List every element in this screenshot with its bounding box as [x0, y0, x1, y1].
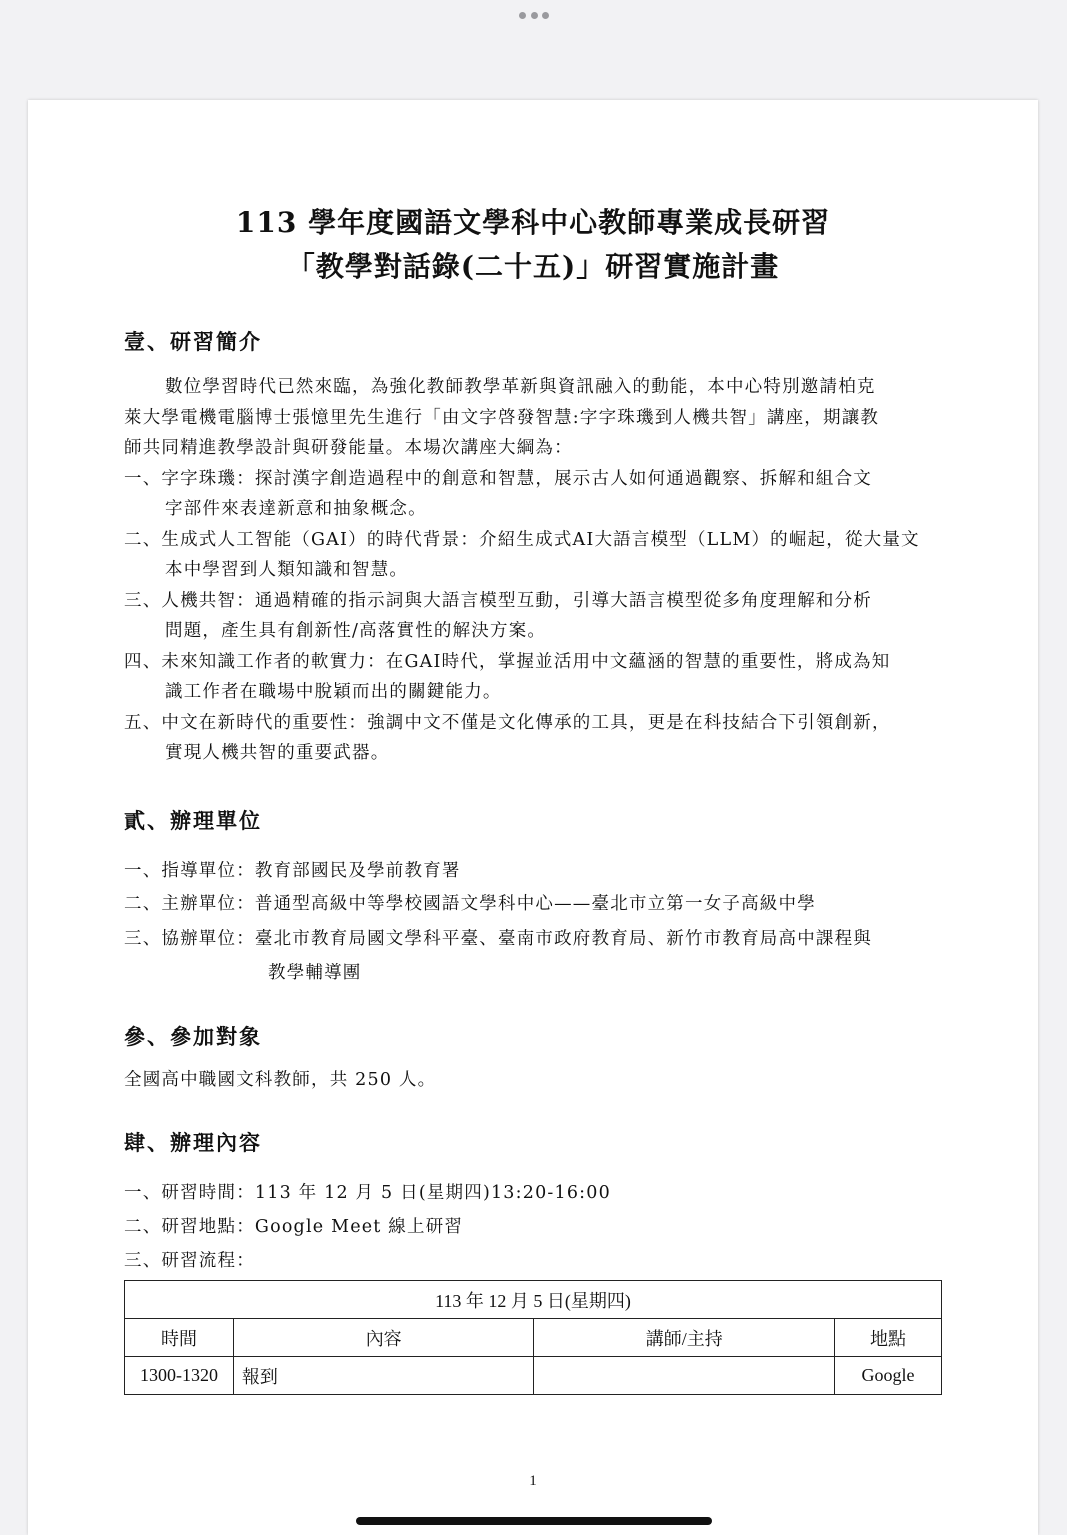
outline-item-5: [124, 709, 891, 734]
doc-title-line2: 「教學對話錄(二十五)」研習實施計畫: [286, 250, 780, 283]
item-number: 四、: [124, 652, 162, 672]
item-text-cont: 字部件來表達新意和抽象概念。: [165, 499, 427, 519]
item-text: 中文在新時代的重要性：強調中文不僅是文化傳承的工具，更是在科技結合下引領創新，: [161, 713, 891, 733]
item-label: 主辦單位：: [161, 894, 255, 914]
content-item-schedule: 三、研習流程：: [124, 1251, 255, 1271]
cell-location: Google: [835, 1357, 942, 1395]
item-text: 教育部國民及學前教育署: [254, 861, 461, 881]
table-header-row: [125, 1319, 942, 1357]
column-header: 講師/主持: [534, 1319, 835, 1357]
item-text-cont: 教學輔導團: [268, 963, 362, 983]
outline-item-4: [124, 648, 890, 673]
organizer-item-1: [124, 857, 461, 882]
item-label: 指導單位：: [161, 861, 255, 881]
item-text: 普通型高級中等學校國語文學科中心——臺北市立第一女子高級中學: [254, 894, 816, 914]
section-heading-participants: 參、參加對象: [124, 1024, 262, 1049]
item-text: 字字珠璣：探討漢字創造過程中的創意和智慧，展示古人如何通過觀察、拆解和組合文: [161, 469, 873, 489]
item-number: 一、: [124, 469, 162, 489]
cell-time: 1300-1320: [125, 1357, 234, 1395]
content-item-location: 二、研習地點：Google Meet 線上研習: [124, 1217, 464, 1237]
section-heading-content: 肆、辦理內容: [124, 1130, 262, 1155]
schedule-table: [124, 1280, 942, 1395]
item-text: 人機共智：通過精確的指示詞與大語言模型互動，引導大語言模型從多角度理解和分析: [161, 591, 873, 611]
column-header: 時間: [125, 1319, 234, 1357]
more-options-icon[interactable]: [519, 12, 549, 20]
intro-line: 數位學習時代已然來臨，為強化教師教學革新與資訊融入的動能，本中心特別邀請柏克: [165, 377, 876, 397]
item-text-cont: 本中學習到人類知識和智慧。: [165, 560, 409, 580]
section-heading-intro: 壹、研習簡介: [124, 329, 262, 354]
document-page: [28, 100, 1038, 1535]
cell-content: 報到: [233, 1357, 534, 1395]
outline-item-3: [124, 587, 872, 612]
item-number: 五、: [124, 713, 162, 733]
schedule-date-header: 113 年 12 月 5 日(星期四): [125, 1281, 942, 1319]
home-indicator[interactable]: [356, 1517, 712, 1525]
content-item-time: 一、研習時間：113 年 12 月 5 日(星期四)13:20-16:00: [124, 1183, 611, 1203]
outline-item-1: [124, 465, 872, 490]
participants-text: 全國高中職國文科教師，共 250 人。: [124, 1070, 437, 1090]
item-label: 協辦單位：: [161, 929, 255, 949]
doc-title-line1: 113 學年度國語文學科中心教師專業成長研習: [235, 206, 831, 239]
item-number: 二、: [124, 894, 162, 914]
outline-item-2: [124, 526, 920, 551]
item-number: 一、: [124, 861, 162, 881]
intro-line: 師共同精進教學設計與研發能量。本場次講座大綱為：: [124, 438, 573, 458]
item-text: 生成式人工智能（GAI）的時代背景：介紹生成式AI大語言模型（LLM）的崛起，從大量文: [161, 530, 920, 550]
item-number: 三、: [124, 929, 162, 949]
page-number: 1: [529, 1473, 537, 1489]
item-text-cont: 實現人機共智的重要武器。: [165, 743, 390, 763]
table-row: [125, 1357, 942, 1395]
item-text: 臺北市教育局國文學科平臺、臺南市政府教育局、新竹市教育局高中課程與: [254, 929, 873, 949]
column-header: 內容: [233, 1319, 534, 1357]
organizer-item-3: [124, 925, 872, 950]
item-text-cont: 問題，產生具有創新性/高落實性的解決方案。: [165, 621, 547, 641]
intro-line: 萊大學電機電腦博士張憶里先生進行「由文字啓發智慧:字字珠璣到人機共智」講座，期讓教: [124, 408, 880, 428]
organizer-item-2: [124, 890, 816, 915]
item-text-cont: 識工作者在職場中脫穎而出的關鍵能力。: [165, 682, 502, 702]
cell-speaker: [534, 1357, 835, 1395]
item-number: 二、: [124, 530, 162, 550]
column-header: 地點: [835, 1319, 942, 1357]
item-text: 未來知識工作者的軟實力：在GAI時代，掌握並活用中文蘊涵的智慧的重要性，將成為知: [161, 652, 891, 672]
item-number: 三、: [124, 591, 162, 611]
section-heading-organizers: 貳、辦理單位: [124, 808, 262, 833]
